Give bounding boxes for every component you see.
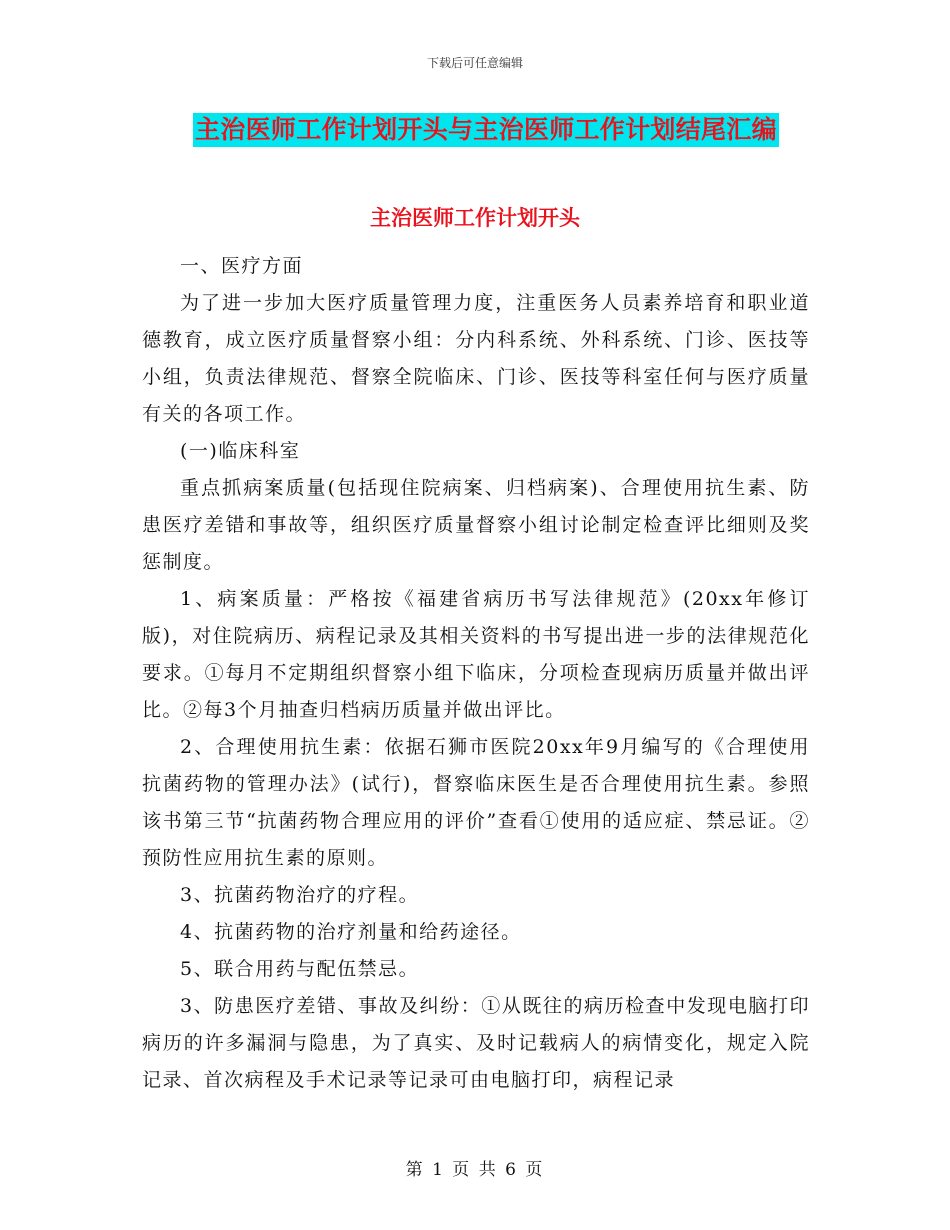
paragraph: 5、联合用药与配伍禁忌。 [180, 958, 420, 980]
paragraph: 3、防患医疗差错、事故及纠纷：①从既往的病历检查中发现电脑打印病历的许多漏洞与隐患，为了真实、及时记载病人的病情变化，规定入院记录、首次病程及手术记录等记录可由电脑打印，病程记录 [142, 995, 810, 1091]
paragraph: 重点抓病案质量(包括现住院病案、归档病案)、合理使用抗生素、防患医疗差错和事故等，组织医疗质量督察小组讨论制定检查评比细则及奖惩制度。 [142, 477, 810, 573]
paragraph: 3、抗菌药物治疗的疗程。 [180, 884, 420, 906]
paragraph: 1、病案质量：严格按《福建省病历书写法律规范》(20xx年修订版)，对住院病历、病程记录及其相关资料的书写提出进一步的法律规范化要求。①每月不定期组织督察小组下临床，分项检查现病历质量并做出评比。②每3个月抽查归档病历质量并做出评比。 [142, 588, 810, 721]
header-note: 下载后可任意编辑 [426, 56, 523, 70]
paragraph-heading-clinical: (一)临床科室 [180, 440, 301, 462]
page-footer: 第 1 页 共 6 页 [405, 1160, 545, 1180]
section-title: 主治医师工作计划开头 [370, 205, 580, 230]
paragraph: 4、抗菌药物的治疗剂量和给药途径。 [180, 921, 522, 943]
paragraph-heading-medical: 一、医疗方面 [180, 255, 304, 277]
paragraph: 2、合理使用抗生素：依据石狮市医院20xx年9月编写的《合理使用抗菌药物的管理办法》(试行)，督察临床医生是否合理使用抗生素。参照该书第三节“抗菌药物合理应用的评价”查看①使用的适应症、禁忌证。②预防性应用抗生素的原则。 [142, 736, 810, 869]
body-text [142, 248, 810, 1099]
document-title: 主治医师工作计划开头与主治医师工作计划结尾汇编 [193, 113, 779, 147]
paragraph: 为了进一步加大医疗质量管理力度，注重医务人员素养培育和职业道德教育，成立医疗质量督察小组：分内科系统、外科系统、门诊、医技等小组，负责法律规范、督察全院临床、门诊、医技等科室任何与医疗质量有关的各项工作。 [142, 292, 810, 425]
